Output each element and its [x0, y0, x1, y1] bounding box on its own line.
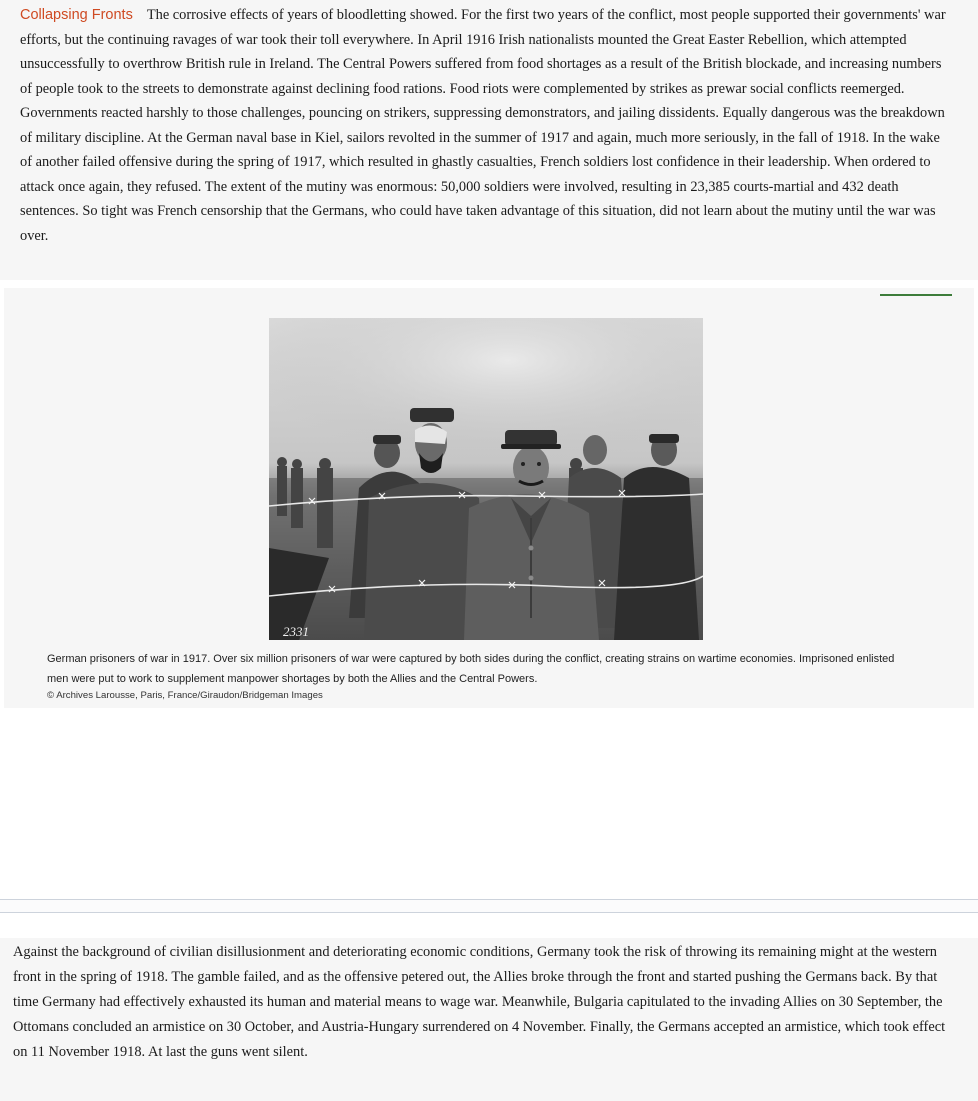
section-heading: Collapsing Fronts [20, 7, 133, 23]
section-collapsing-fronts [0, 0, 978, 280]
figure [4, 288, 974, 708]
body-paragraph [20, 3, 955, 248]
figure-rule [880, 294, 952, 296]
section-continuation [0, 938, 978, 1101]
body-paragraph: Against the background of civilian disillusionment and deteriorating economic conditions, Germany took the risk of throwing its remaining might at the western front in the spring of 1918. The gamble failed, and as the offensive petered out, the Allies broke through the front and started pushing the Germans back. By that time Germany had effectively exhausted its human and material means to wage war. Meanwhile, Bulgaria capitulated to the invading Allies on 30 September, the Ottomans concluded an armistice on 30 October, and Austria-Hungary surrendered on 4 November. Finally, the Germans accepted an armistice, which took effect on 11 November 1918. At last the guns went silent. [13, 944, 946, 1060]
photo-prisoners-of-war [269, 318, 703, 640]
figure-caption: German prisoners of war in 1917. Over six million prisoners of war were captured by both sides during the conflict, creating strains on wartime economies. Imprisoned enlisted men were put to work to supplement manpower shortages by both the Allies and the Central Powers. [47, 653, 895, 685]
section-divider [0, 899, 978, 913]
photo-mark: 2331 [283, 624, 309, 639]
figure-credit: © Archives Larousse, Paris, France/Giraudon/Bridgeman Images [47, 690, 323, 701]
paragraph-text: The corrosive effects of years of bloodletting showed. For the first two years of the conflict, most people supported their governments' war efforts, but the continuing ravages of war took their toll everywhere. In April 1916 Irish nationalists mounted the Great Easter Rebellion, which attempted unsuccessfully to overthrow British rule in Ireland. The Central Powers suffered from food shortages as a result of the British blockade, and increasing numbers of people took to the streets to demonstrate against declining food rations. Food riots were complemented by strikes as prewar social conflicts reemerged. Governments reacted harshly to those challenges, pouncing on strikers, suppressing demonstrators, and jailing dissidents. Equally dangerous was the breakdown of military discipline. At the German naval base in Kiel, sailors revolted in the summer of 1917 and again, much more seriously, in the fall of 1918. In the wake of another failed offensive during the spring of 1917, which resulted in ghastly casualties, French soldiers lost confidence in their leadership. When ordered to attack once again, they refused. The extent of the mutiny was enormous: 50,000 soldiers were involved, resulting in 23,385 courts-martial and 432 death sentences. So tight was French censorship that the Germans, who could have taken advantage of this situation, did not learn about the mutiny until the war was over. [20, 7, 946, 244]
